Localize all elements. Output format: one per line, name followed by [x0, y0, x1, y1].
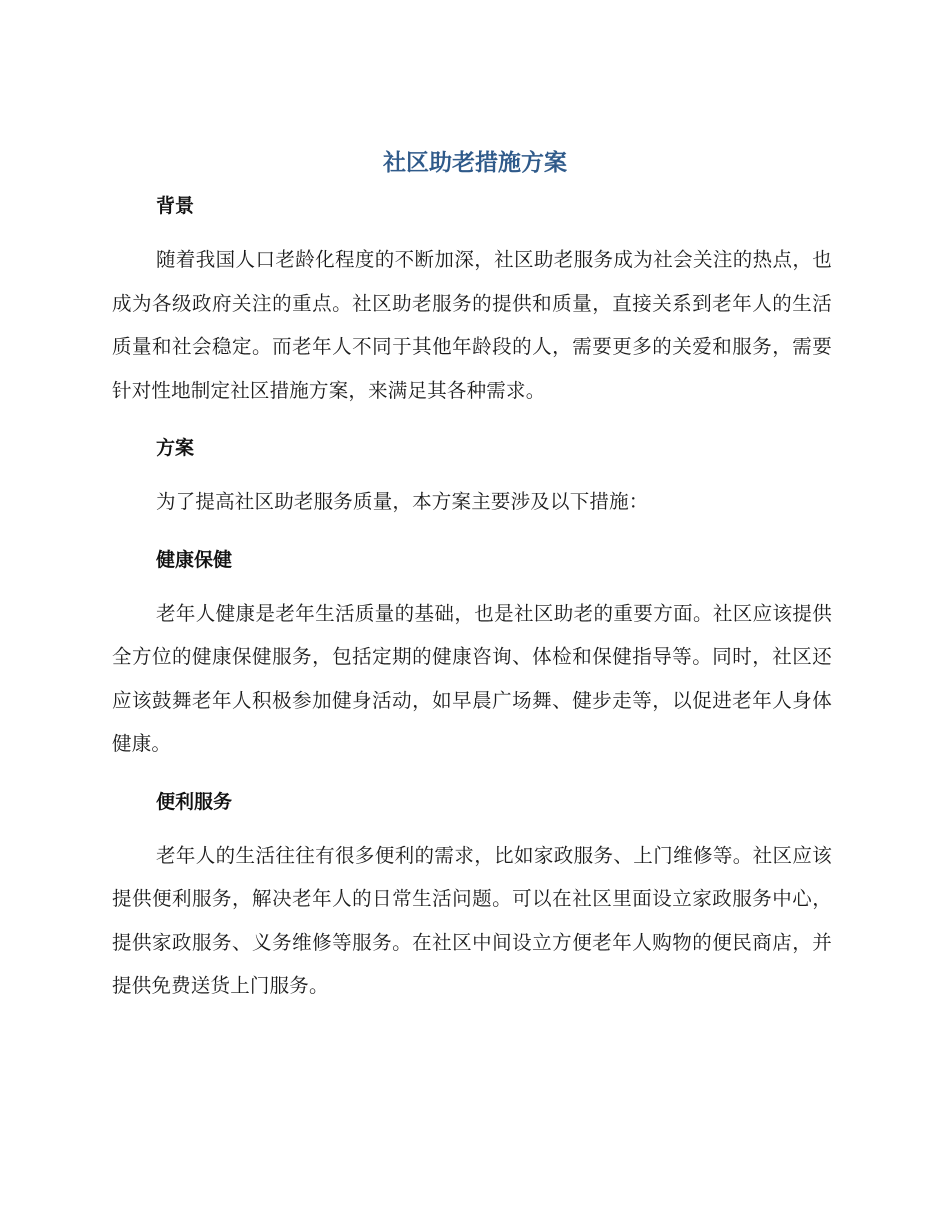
document-title: 社区助老措施方案	[383, 150, 567, 176]
section-heading-health: 健康保健	[156, 548, 233, 571]
section-heading-plan: 方案	[156, 437, 195, 459]
section-paragraph-health: 老年人健康是老年生活质量的基础，也是社区助老的重要方面。社区应该提供全方位的健康保健服务，包括定期的健康咨询、体检和保健指导等。同时，社区还应该鼓舞老年人积极参加健身活动，如早晨广场舞、健步走等，以促进老年人身体健康。	[112, 601, 832, 755]
section-heading-convenience: 便利服务	[156, 790, 233, 813]
section-paragraph-plan: 为了提高社区助老服务质量，本方案主要涉及以下措施：	[156, 490, 649, 513]
section-heading-background: 背景	[156, 195, 195, 217]
section-paragraph-convenience: 老年人的生活往往有很多便利的需求，比如家政服务、上门维修等。社区应该提供便利服务，解决老年人的日常生活问题。可以在社区里面设立家政服务中心，提供家政服务、义务维修等服务。在社区中间设立方便老年人购物的便民商店，并提供免费送货上门服务。	[112, 843, 832, 997]
document-body	[112, 186, 832, 1008]
section-paragraph-background: 随着我国人口老龄化程度的不断加深，社区助老服务成为社会关注的热点，也成为各级政府关注的重点。社区助老服务的提供和质量，直接关系到老年人的生活质量和社会稳定。而老年人不同于其他年龄段的人，需要更多的关爱和服务，需要针对性地制定社区措施方案，来满足其各种需求。	[112, 248, 832, 402]
